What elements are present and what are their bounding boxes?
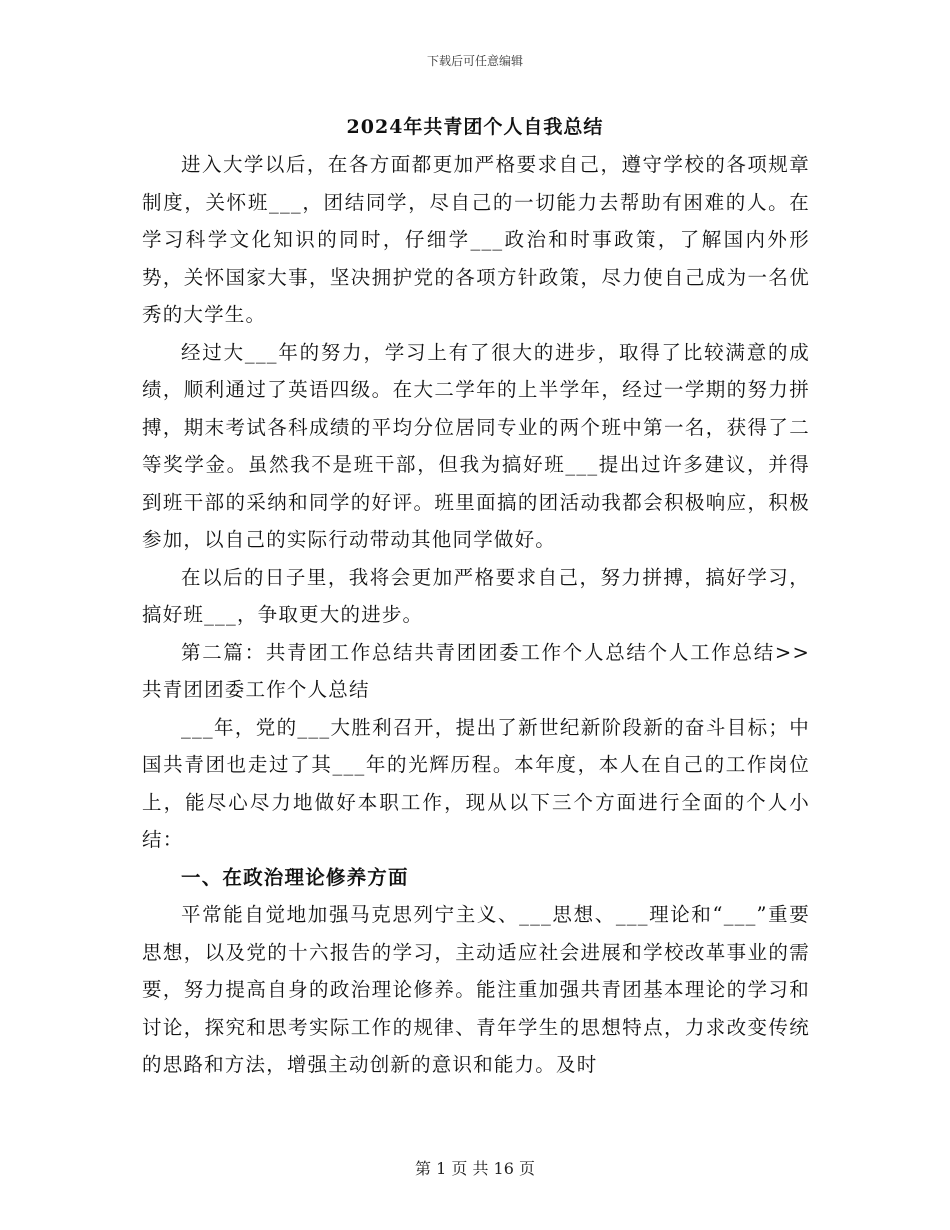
paragraph-5: ___年，党的___大胜利召开，提出了新世纪新阶段新的奋斗目标；中国共青团也走过了其___年的光辉历程。本年度，本人在自己的工作岗位上，能尽心尽力地做好本职工作，现从以下三个方面进行全面的个人小结： — [142, 715, 810, 851]
section-heading: 一、在政治理论修养方面 — [181, 865, 409, 889]
paragraph-6: 平常能自觉地加强马克思列宁主义、___思想、___理论和“___”重要思想，以及党的十六报告的学习，主动适应社会进展和学校改革事业的需要，努力提高自身的政治理论修养。能注重加强共青团基本理论的学习和讨论，探究和思考实际工作的规律、青年学生的思想特点，力求改变传统的思路和方法，增强主动创新的意识和能力。及时 — [142, 903, 810, 1076]
document-body — [142, 146, 810, 1084]
page-footer: 第 1 页 共 16 页 — [415, 1159, 535, 1178]
paragraph-2: 经过大___年的努力，学习上有了很大的进步，取得了比较满意的成绩，顺利通过了英语四级。在大二学年的上半学年，经过一学期的努力拼搏，期末考试各科成绩的平均分位居同专业的两个班中第一名，获得了二等奖学金。虽然我不是班干部，但我为搞好班___提出过许多建议，并得到班干部的采纳和同学的好评。班里面搞的团活动我都会积极响应，积极参加，以自己的实际行动带动其他同学做好。 — [142, 340, 810, 551]
paragraph-4: 第二篇：共青团工作总结共青团团委工作个人总结个人工作总结>>共青团团委工作个人总结 — [142, 640, 810, 701]
paragraph-1: 进入大学以后，在各方面都更加严格要求自己，遵守学校的各项规章制度，关怀班___，团结同学，尽自己的一切能力去帮助有困难的人。在学习科学文化知识的同时，仔细学___政治和时事政策，了解国内外形势，关怀国家大事，坚决拥护党的各项方针政策，尽力使自己成为一名优秀的大学生。 — [142, 153, 810, 326]
header-note: 下载后可任意编辑 — [426, 54, 523, 68]
page-title: 2024年共青团个人自我总结 — [346, 116, 604, 138]
paragraph-3: 在以后的日子里，我将会更加严格要求自己，努力拼搏，搞好学习，搞好班___，争取更大的进步。 — [142, 565, 810, 626]
